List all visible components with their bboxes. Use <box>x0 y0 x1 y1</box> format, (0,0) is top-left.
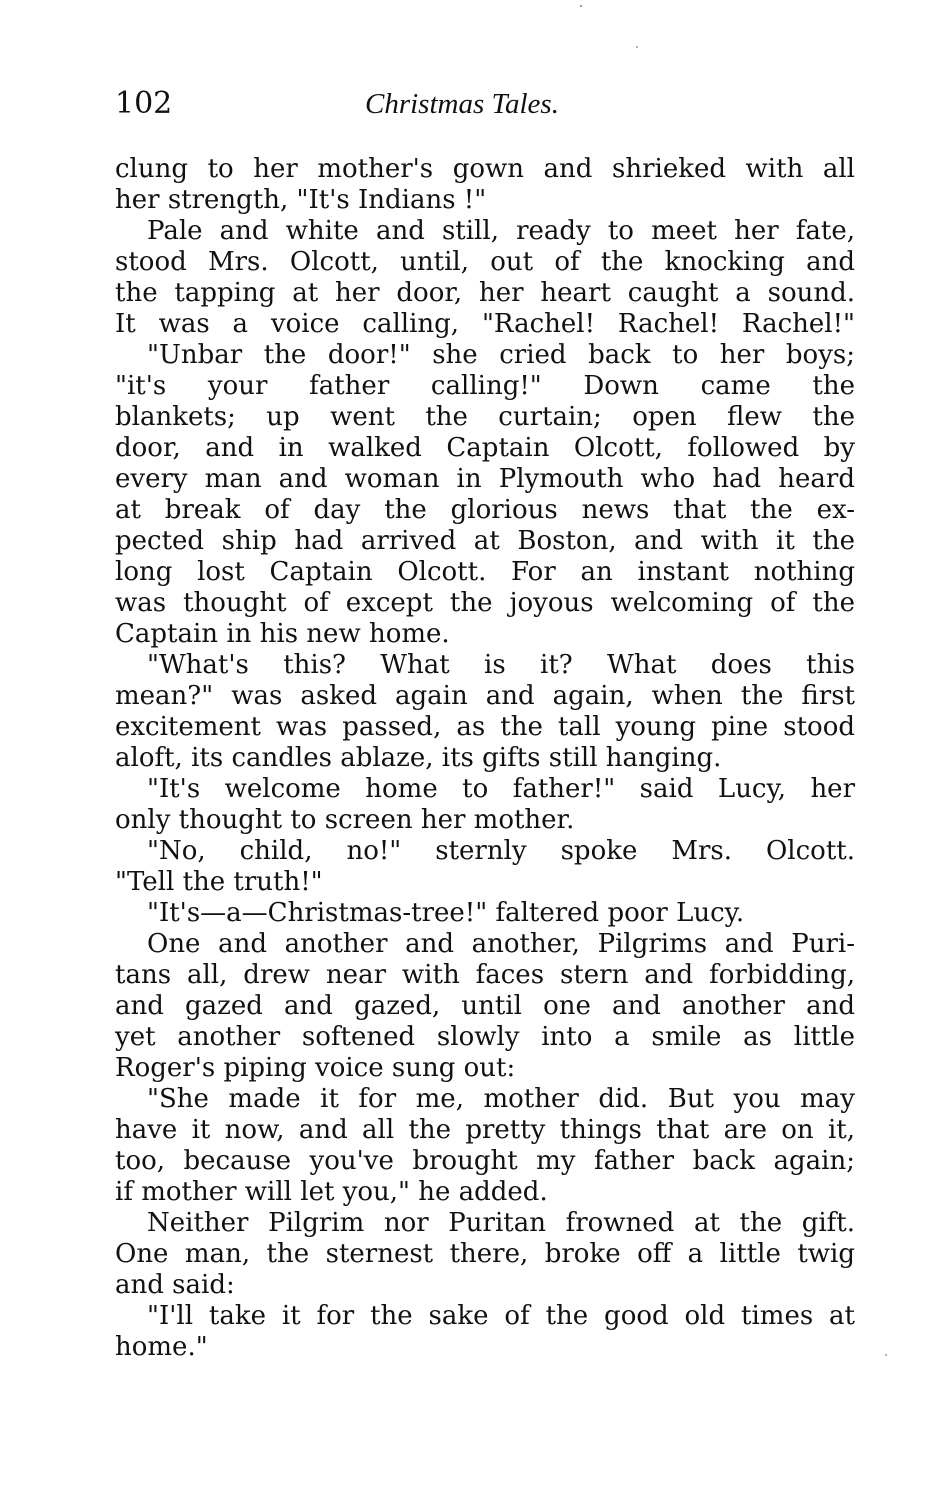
running-title: Christmas Tales. <box>365 88 559 120</box>
text-line: her strength, "It's Indians !" <box>115 185 487 215</box>
text-line: excitement was passed, as the tall young pine stood <box>115 712 855 742</box>
text-line: "It's—a—Christmas-tree!" faltered poor Lucy. <box>147 898 745 928</box>
text-line: Captain in his new home. <box>115 619 450 649</box>
text-line: "No, child, no!" sternly spoke Mrs. Olcott. <box>147 836 855 866</box>
text-line: yet another softened slowly into a smile as little <box>115 1022 855 1052</box>
text-line: was thought of except the joyous welcoming of the <box>115 588 855 618</box>
text-line: and gazed and gazed, until one and another and <box>115 991 855 1021</box>
text-line: stood Mrs. Olcott, until, out of the knocking and <box>115 247 855 277</box>
text-line: blankets; up went the curtain; open flew the <box>115 402 855 432</box>
text-line: "Unbar the door!" she cried back to her boys; <box>147 340 855 370</box>
text-line: One man, the sternest there, broke off a little twig <box>115 1239 855 1269</box>
speck <box>885 1354 887 1356</box>
speck <box>636 46 638 48</box>
text-line: "It's welcome home to father!" said Lucy, her <box>147 774 855 804</box>
text-line: at break of day the glorious news that the ex- <box>115 495 855 525</box>
text-line: only thought to screen her mother. <box>115 805 575 835</box>
speck <box>580 5 582 7</box>
text-line: Pale and white and still, ready to meet her fate, <box>147 216 855 246</box>
text-line: One and another and another, Pilgrims and Puri- <box>147 929 855 959</box>
page-number: 102 <box>115 86 173 121</box>
text-line: "I'll take it for the sake of the good old times at <box>147 1301 855 1331</box>
text-line: It was a voice calling, "Rachel! Rachel! Rachel!" <box>115 309 855 339</box>
text-line: aloft, its candles ablaze, its gifts still hanging. <box>115 743 722 773</box>
text-line: too, because you've brought my father back again; <box>115 1146 855 1176</box>
text-line: "What's this? What is it? What does this <box>147 650 855 680</box>
text-line: Neither Pilgrim nor Puritan frowned at the gift. <box>147 1208 855 1238</box>
text-line: Roger's piping voice sung out: <box>115 1053 516 1083</box>
text-line: if mother will let you," he added. <box>115 1177 548 1207</box>
text-line: and said: <box>115 1270 235 1300</box>
text-line: "She made it for me, mother did. But you may <box>147 1084 855 1114</box>
text-line: the tapping at her door, her heart caught a sound. <box>115 278 855 308</box>
text-line: door, and in walked Captain Olcott, followed by <box>115 433 855 463</box>
text-line: mean?" was asked again and again, when the first <box>115 681 855 711</box>
text-line: home." <box>115 1332 208 1362</box>
text-line: "it's your father calling!" Down came the <box>115 371 855 401</box>
page-header <box>115 84 855 134</box>
text-line: tans all, drew near with faces stern and forbidding, <box>115 960 855 990</box>
text-line: long lost Captain Olcott. For an instant nothing <box>115 557 855 587</box>
text-line: clung to her mother's gown and shrieked with all <box>115 154 855 184</box>
text-line: pected ship had arrived at Boston, and with it the <box>115 526 855 556</box>
text-line: every man and woman in Plymouth who had heard <box>115 464 855 494</box>
body-text <box>115 154 855 1363</box>
text-line: have it now, and all the pretty things that are on it, <box>115 1115 855 1145</box>
text-line: "Tell the truth!" <box>115 867 323 897</box>
